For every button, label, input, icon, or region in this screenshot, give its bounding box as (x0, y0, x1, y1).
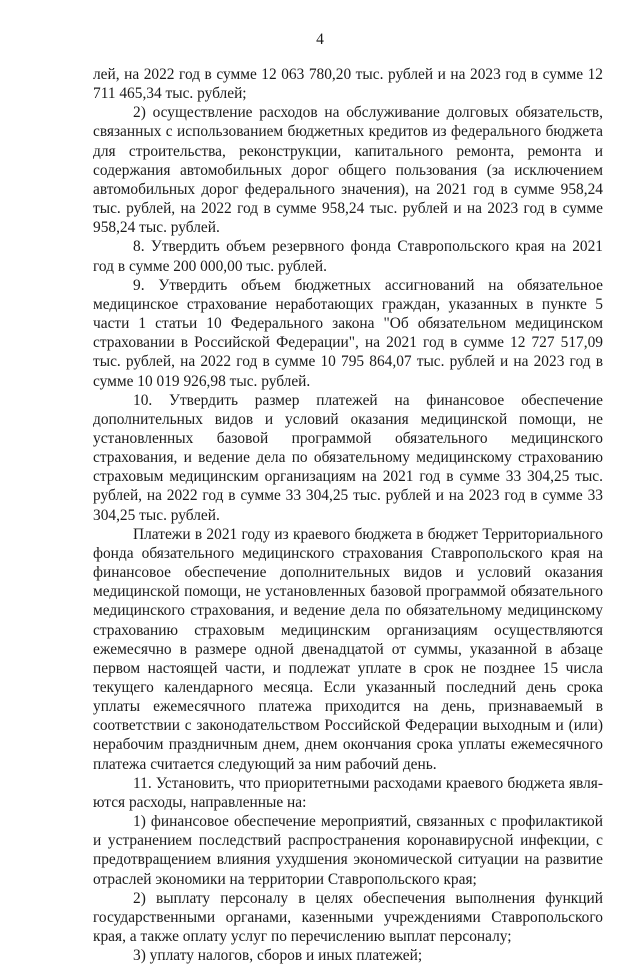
list-item-2-personnel: 2) выплату персоналу в целях обеспечения выполнения функций государственными органами, казенными учреждениями Ставропольского края, а также оплату услуг по перечислению выплат персоналу; (93, 889, 603, 946)
paragraph-payments-schedule: Платежи в 2021 году из краевого бюджета в бюджет Территориального фонда обязательного медицинского страхования Ставропольского края на финансовое обеспечение дополнительных видов и условий оказания медицинской помощи, не установленных базовой программой обязательного медицинского страхования, и ведение дела по обязательному медицинскому страхованию страховым медицинским организациям осуществляются ежемесячно в размере одной двенадцатой от суммы, указанной в абзаце первом настоящей части, и подлежат уплате в срок не позднее 15 числа текущего календарного месяца. Если указанный последний день срока уплаты ежемесячного платежа приходится на день, признаваемый в соответствии с законодательством Российской Федерации выходным и (или) нерабочим праздничным днем, днем окончания срока уплаты ежемесячного платежа считается следующий за ним рабочий день. (93, 525, 603, 773)
document-body (93, 65, 603, 965)
paragraph-8-reserve-fund: 8. Утвердить объем резервного фонда Ставропольского края на 2021 год в сумме 200 000,00 тыс. рублей. (93, 238, 603, 275)
paragraph-continuation: лей, на 2022 год в сумме 12 063 780,20 тыс. рублей и на 2023 год в сумме 12 711 465,34 тыс. рублей; (93, 66, 603, 103)
page-number: 4 (316, 31, 324, 48)
paragraph-10-payments: 10. Утвердить размер платежей на финансовое обеспечение дополнительных видов и условий оказания медицинской помощи, не установленных базовой программой обязательного медицинского страхования, и ведение дела по обязательному медицинскому страхованию страховым медицинским организациям на 2021 год в сумме 33 304,25 тыс. рублей, на 2022 год в сумме 33 304,25 тыс. рублей и на 2023 год в сумме 33 304,25 тыс. рублей. (93, 391, 603, 524)
paragraph-debt-service-expenses: 2) осуществление расходов на обслуживание долговых обязательств, связанных с использованием бюджетных кредитов из федерального бюджета для строительства, реконструкции, капитального ремонта, ремонта и содержания автомобильных дорог общего пользования (за исключением автомобильных дорог федерального значения), на 2021 год в сумме 958,24 тыс. рублей, на 2022 год в сумме 958,24 тыс. рублей и на 2023 год в сумме 958,24 тыс. рублей. (93, 104, 603, 237)
paragraph-11-priority-expenses: 11. Установить, что приоритетными расходами краевого бюджета являются расходы, направленные на: (93, 774, 603, 811)
list-item-1-coronavirus: 1) финансовое обеспечение мероприятий, связанных с профилактикой и устранением последствий распространения коронавирусной инфекции, с предотвращением влияния ухудшения экономической ситуации на развитие отраслей экономики на территории Ставропольского края; (93, 813, 603, 888)
list-item-3-taxes: 3) уплату налогов, сборов и иных платежей; (133, 947, 423, 965)
paragraph-9-medical-insurance: 9. Утвердить объем бюджетных ассигнований на обязательное медицинское страхование неработающих граждан, указанных в пункте 5 части 1 статьи 10 Федерального закона "Об обязательном медицинском страховании в Российской Федерации", на 2021 год в сумме 12 727 517,09 тыс. рублей, на 2022 год в сумме 10 795 864,07 тыс. рублей и на 2023 год в сумме 10 019 926,98 тыс. рублей. (93, 276, 603, 390)
